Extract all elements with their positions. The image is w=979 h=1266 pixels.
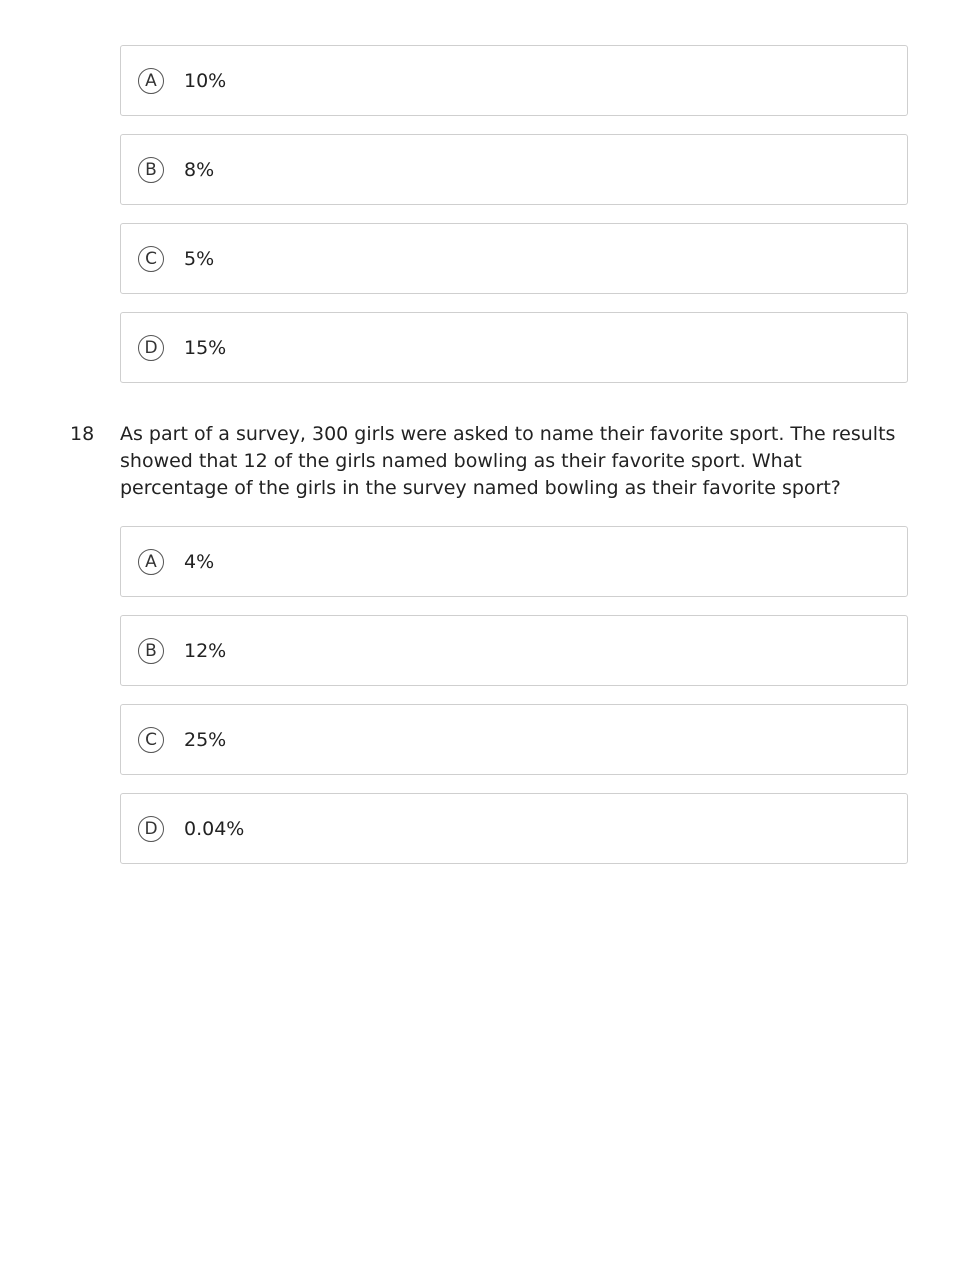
- answer-choice-d[interactable]: [120, 793, 908, 864]
- choice-text: 15%: [184, 336, 227, 359]
- choice-letter-d: D: [138, 816, 164, 842]
- choice-text: 5%: [184, 247, 215, 270]
- choice-letter-d: D: [138, 335, 164, 361]
- answer-choice-d[interactable]: [120, 312, 908, 383]
- choice-letter-c: C: [138, 246, 164, 272]
- previous-question-choices: [120, 45, 908, 383]
- choice-letter-a: A: [138, 68, 164, 94]
- answer-choice-b[interactable]: [120, 615, 908, 686]
- question-18-choices: [120, 526, 908, 864]
- choice-text: 0.04%: [184, 817, 245, 840]
- question-prompt: As part of a survey, 300 girls were asked to name their favorite sport. The results showed that 12 of the girls named bowling as their favorite sport. What percentage of the girls in the survey named bowling as their favorite sport?: [120, 423, 896, 499]
- question-18: [70, 421, 910, 502]
- choice-text: 12%: [184, 639, 227, 662]
- choice-text: 8%: [184, 158, 215, 181]
- choice-letter-b: B: [138, 157, 164, 183]
- answer-choice-c[interactable]: [120, 223, 908, 294]
- choice-letter-b: B: [138, 638, 164, 664]
- choice-text: 4%: [184, 550, 215, 573]
- question-number: 18: [70, 423, 95, 445]
- answer-choice-c[interactable]: [120, 704, 908, 775]
- answer-choice-a[interactable]: [120, 45, 908, 116]
- choice-letter-c: C: [138, 727, 164, 753]
- choice-letter-a: A: [138, 549, 164, 575]
- choice-text: 25%: [184, 728, 227, 751]
- choice-text: 10%: [184, 69, 227, 92]
- answer-choice-a[interactable]: [120, 526, 908, 597]
- answer-choice-b[interactable]: [120, 134, 908, 205]
